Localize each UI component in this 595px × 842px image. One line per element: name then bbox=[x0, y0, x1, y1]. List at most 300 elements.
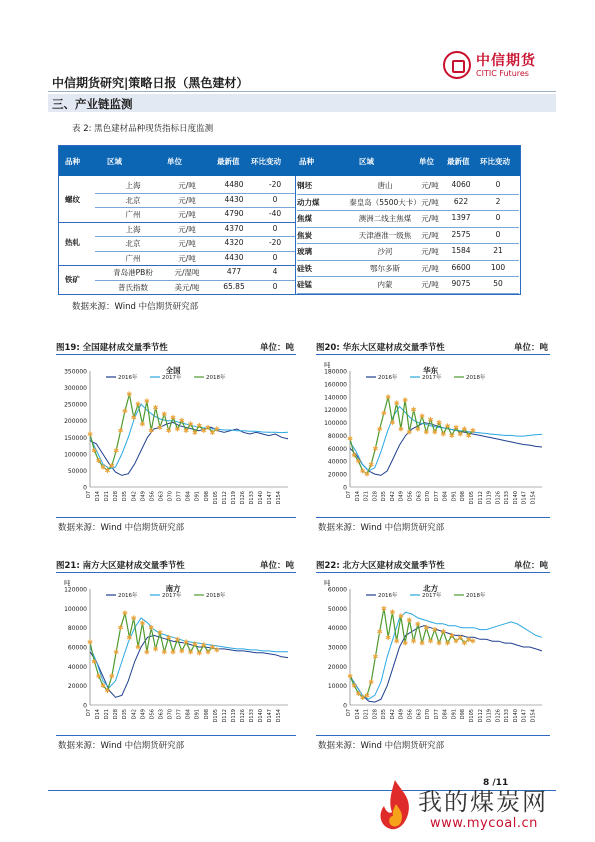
cell-latest-right: 1397 bbox=[451, 213, 471, 222]
cell-latest: 4480 bbox=[224, 180, 244, 189]
series-point-marker: ✱ bbox=[414, 620, 421, 629]
cell-change: -20 bbox=[268, 180, 282, 189]
chart-title: 南方 bbox=[165, 584, 181, 593]
cell-product-right: 玻璃 bbox=[297, 247, 312, 256]
row-divider bbox=[95, 251, 295, 252]
x-tick-label: D21 bbox=[363, 709, 370, 720]
cell-change-right: 2 bbox=[495, 196, 501, 206]
y-tick-label: 0 bbox=[83, 702, 87, 710]
series-point-marker: ✱ bbox=[385, 393, 392, 402]
series-point-marker: ✱ bbox=[192, 428, 198, 437]
series-point-marker: ✱ bbox=[351, 682, 358, 691]
x-tick-label: D21 bbox=[104, 491, 111, 502]
legend-label: 2016年 bbox=[378, 375, 398, 381]
x-tick-label: D112 bbox=[477, 491, 484, 505]
x-tick-label: D140 bbox=[258, 491, 265, 505]
x-tick-label: D119 bbox=[486, 491, 493, 505]
cell-unit: 元/吨 bbox=[178, 195, 196, 205]
series-point-marker: ✱ bbox=[359, 693, 366, 702]
series-point-marker: ✱ bbox=[161, 648, 168, 657]
watermark-url: www.mycoal.cn bbox=[430, 816, 538, 831]
y-tick-label: 10000 bbox=[327, 683, 347, 691]
series-point-marker: ✱ bbox=[196, 422, 203, 431]
logo-english-text: CITIC Futures bbox=[476, 69, 529, 78]
series-point-marker: ✱ bbox=[213, 425, 220, 434]
y-unit-label: 吨 bbox=[324, 361, 331, 369]
series-point-marker: ✱ bbox=[122, 609, 128, 618]
legend-label: 2018年 bbox=[466, 375, 486, 381]
x-tick-label: D84 bbox=[185, 491, 192, 502]
x-tick-label: D98 bbox=[460, 491, 467, 502]
figure-22-unit: 单位：吨 bbox=[513, 561, 548, 571]
x-tick-label: D35 bbox=[122, 709, 129, 720]
x-tick-label: D14 bbox=[354, 709, 361, 720]
series-point-marker: ✱ bbox=[165, 633, 172, 642]
series-point-marker: ✱ bbox=[126, 390, 133, 399]
series-point-marker: ✱ bbox=[170, 648, 177, 657]
series-point-marker: ✱ bbox=[397, 612, 404, 621]
y-tick-label: 0 bbox=[343, 484, 347, 492]
series-point-marker: ✱ bbox=[157, 423, 163, 432]
citic-futures-logo bbox=[443, 49, 563, 85]
x-tick-label: D154 bbox=[276, 709, 283, 723]
series-point-marker: ✱ bbox=[470, 426, 476, 435]
series-point-marker: ✱ bbox=[372, 653, 379, 662]
cell-latest-right: 2575 bbox=[451, 229, 471, 239]
cell-change: 0 bbox=[272, 252, 278, 262]
y-tick-label: 30000 bbox=[327, 644, 347, 652]
series-point-marker: ✱ bbox=[139, 420, 146, 429]
cell-product-right: 硅铁 bbox=[297, 263, 312, 273]
figure-20-label: 图20: 华东大区建材成交量季节性 bbox=[316, 343, 445, 353]
cell-unit-right: 元/吨 bbox=[421, 214, 439, 223]
y-tick-label: 100000 bbox=[324, 420, 347, 428]
spot-indicator-table bbox=[58, 145, 521, 295]
x-tick-label: D154 bbox=[530, 709, 537, 723]
row-divider-right bbox=[297, 210, 519, 211]
y-tick-label: 250000 bbox=[64, 401, 87, 409]
row-divider-right bbox=[297, 243, 519, 244]
series-point-marker: ✱ bbox=[393, 399, 400, 408]
legend-label: 2017年 bbox=[162, 375, 182, 381]
series-point-marker: ✱ bbox=[200, 641, 207, 650]
cell-product-right: 动力煤 bbox=[297, 197, 320, 207]
x-tick-label: D98 bbox=[460, 709, 467, 720]
cell-product: 螺纹 bbox=[65, 194, 80, 204]
y-tick-label: 60000 bbox=[327, 445, 347, 453]
y-tick-label: 140000 bbox=[324, 394, 347, 402]
x-tick-label: D126 bbox=[240, 491, 246, 505]
cell-region-right: 内蒙 bbox=[377, 280, 393, 289]
series-point-marker: ✱ bbox=[187, 420, 194, 429]
figure-21-divider bbox=[56, 735, 296, 736]
series-point-marker: ✱ bbox=[355, 689, 362, 698]
series-point-marker: ✱ bbox=[135, 400, 142, 409]
series-line-2017年 bbox=[350, 612, 542, 699]
series-point-marker: ✱ bbox=[117, 624, 124, 633]
x-tick-label: D84 bbox=[185, 709, 192, 720]
row-divider-right bbox=[297, 194, 519, 195]
y-tick-label: 80000 bbox=[67, 625, 87, 633]
y-tick-label: 60000 bbox=[327, 586, 347, 594]
table-source: 数据来源：Wind 中信期货研究部 bbox=[72, 302, 199, 312]
figure-22-label: 图22: 北方大区建材成交量季节性 bbox=[316, 561, 445, 571]
series-point-marker: ✱ bbox=[183, 638, 190, 647]
legend-label: 2018年 bbox=[466, 593, 486, 599]
y-unit-label: 吨 bbox=[64, 579, 71, 587]
cell-unit-right: 元/吨 bbox=[421, 280, 439, 289]
series-point-marker: ✱ bbox=[178, 417, 185, 426]
cell-region: 广州 bbox=[125, 253, 141, 263]
x-tick-label: D35 bbox=[381, 491, 388, 502]
cell-change: 0 bbox=[272, 223, 278, 233]
series-point-marker: ✱ bbox=[157, 629, 163, 637]
x-tick-label: D154 bbox=[276, 491, 283, 505]
x-tick-label: D105 bbox=[468, 709, 475, 723]
x-tick-label: D42 bbox=[131, 709, 138, 720]
y-tick-label: 50000 bbox=[67, 467, 87, 475]
chart-title: 华东 bbox=[423, 366, 439, 375]
series-point-marker: ✱ bbox=[376, 425, 383, 434]
cell-change-right: 21 bbox=[493, 246, 503, 255]
x-tick-label: D98 bbox=[203, 709, 210, 720]
y-tick-label: 50000 bbox=[327, 605, 347, 613]
x-tick-label: D126 bbox=[495, 709, 502, 723]
series-point-marker: ✱ bbox=[402, 639, 409, 648]
figure-21-label: 图21: 南方大区建材成交量季节性 bbox=[56, 561, 185, 571]
series-point-marker: ✱ bbox=[431, 428, 438, 437]
cell-unit-right: 元/吨 bbox=[421, 230, 439, 240]
series-point-marker: ✱ bbox=[389, 419, 396, 428]
series-point-marker: ✱ bbox=[397, 425, 404, 434]
x-tick-label: D63 bbox=[158, 491, 165, 502]
x-tick-label: D147 bbox=[521, 709, 528, 723]
figure-22-divider bbox=[316, 735, 550, 736]
cell-change: 0 bbox=[272, 194, 278, 204]
x-tick-label: D42 bbox=[389, 491, 396, 502]
series-point-marker: ✱ bbox=[440, 628, 447, 637]
header-divider bbox=[48, 91, 556, 92]
cell-latest: 4430 bbox=[224, 252, 244, 262]
figure-19-title-bar bbox=[56, 341, 296, 355]
x-tick-label: D42 bbox=[389, 709, 396, 720]
header-unit: 单位 bbox=[167, 157, 182, 166]
cell-region: 北京 bbox=[125, 195, 141, 205]
cell-region: 青岛港PB粉 bbox=[113, 268, 153, 277]
chart-title: 北方 bbox=[423, 584, 439, 593]
page-number: 8 /11 bbox=[483, 778, 509, 788]
x-tick-label: D49 bbox=[398, 709, 405, 720]
cell-region: 广州 bbox=[125, 210, 141, 219]
x-tick-label: D105 bbox=[212, 709, 219, 723]
chart-svg bbox=[316, 575, 550, 735]
cell-change-right: 50 bbox=[493, 279, 503, 288]
x-tick-label: D140 bbox=[512, 491, 519, 505]
x-tick-label: D77 bbox=[176, 491, 183, 502]
series-point-marker: ✱ bbox=[130, 614, 137, 623]
figure-19-divider bbox=[56, 517, 296, 518]
watermark bbox=[372, 776, 592, 838]
cell-unit: 元/吨 bbox=[178, 210, 196, 219]
y-tick-label: 20000 bbox=[67, 683, 87, 691]
x-tick-label: D112 bbox=[221, 491, 228, 505]
row-divider-right bbox=[297, 227, 519, 228]
cell-unit-right: 元/吨 bbox=[421, 197, 439, 207]
y-tick-label: 300000 bbox=[64, 385, 87, 393]
x-tick-label: D28 bbox=[372, 709, 379, 720]
series-point-marker: ✱ bbox=[174, 425, 181, 434]
x-tick-label: D21 bbox=[104, 709, 111, 720]
cell-latest-right: 4060 bbox=[451, 180, 471, 189]
cell-latest: 4370 bbox=[224, 223, 244, 233]
cell-unit: 元/吨 bbox=[178, 239, 196, 248]
cell-latest-right: 9075 bbox=[451, 279, 471, 288]
x-tick-label: D49 bbox=[140, 491, 147, 502]
group-divider bbox=[59, 222, 295, 223]
series-point-marker: ✱ bbox=[389, 608, 396, 617]
series-point-marker: ✱ bbox=[436, 419, 442, 428]
x-tick-label: D105 bbox=[468, 491, 475, 505]
cell-region-right: 秦皇岛（5500大卡） bbox=[349, 197, 421, 207]
report-title: 中信期货研究|策略日报（黑色建材） bbox=[52, 76, 249, 90]
series-point-marker: ✱ bbox=[351, 451, 358, 460]
x-tick-label: D63 bbox=[416, 491, 423, 502]
figure-19-source: 数据来源：Wind 中信期货研究部 bbox=[58, 523, 185, 533]
cell-region-right: 沙河 bbox=[377, 247, 393, 256]
series-point-marker: ✱ bbox=[355, 457, 362, 466]
y-tick-label: 150000 bbox=[64, 434, 87, 442]
series-point-marker: ✱ bbox=[135, 643, 142, 652]
cell-latest: 4790 bbox=[224, 209, 244, 218]
series-point-marker: ✱ bbox=[130, 413, 137, 422]
series-point-marker: ✱ bbox=[414, 425, 421, 434]
series-point-marker: ✱ bbox=[436, 639, 442, 648]
cell-product-right: 硅锰 bbox=[297, 280, 312, 289]
series-point-marker: ✱ bbox=[126, 633, 133, 642]
x-tick-label: D49 bbox=[398, 491, 405, 502]
legend-label: 2018年 bbox=[206, 593, 226, 599]
series-point-marker: ✱ bbox=[143, 648, 150, 657]
header-region-right: 区域 bbox=[359, 157, 374, 166]
header-latest: 最新值 bbox=[217, 157, 240, 166]
cell-change-right: 0 bbox=[495, 213, 501, 222]
x-tick-label: D112 bbox=[221, 709, 228, 723]
series-point-marker: ✱ bbox=[100, 682, 107, 691]
x-tick-label: D133 bbox=[249, 491, 256, 505]
cell-latest: 4430 bbox=[224, 194, 244, 204]
east-china-volume-chart bbox=[316, 357, 550, 517]
x-tick-label: D7 bbox=[86, 491, 92, 499]
flame-icon bbox=[372, 776, 418, 836]
section-title: 三、产业链监测 bbox=[52, 97, 133, 111]
series-point-marker: ✱ bbox=[419, 639, 426, 648]
series-point-marker: ✱ bbox=[359, 467, 366, 476]
figure-20-unit: 单位：吨 bbox=[513, 343, 548, 353]
series-point-marker: ✱ bbox=[143, 397, 150, 406]
series-point-marker: ✱ bbox=[174, 635, 181, 644]
x-tick-label: D154 bbox=[530, 491, 537, 505]
cell-product-right: 焦煤 bbox=[297, 214, 312, 223]
series-point-marker: ✱ bbox=[161, 410, 168, 419]
series-point-marker: ✱ bbox=[178, 647, 185, 656]
row-divider bbox=[95, 193, 295, 194]
cell-change: -20 bbox=[268, 238, 282, 247]
series-point-marker: ✱ bbox=[419, 412, 426, 421]
x-tick-label: D70 bbox=[425, 709, 432, 720]
x-tick-label: D98 bbox=[203, 491, 210, 502]
x-tick-label: D91 bbox=[451, 709, 458, 720]
x-tick-label: D140 bbox=[512, 709, 519, 723]
series-point-marker: ✱ bbox=[152, 403, 159, 412]
header-change-right: 环比变动 bbox=[480, 157, 510, 166]
x-tick-label: D28 bbox=[113, 491, 120, 502]
figure-19-label: 图19: 全国建材成交量季节性 bbox=[56, 343, 168, 353]
series-point-marker: ✱ bbox=[187, 648, 194, 657]
y-tick-label: 0 bbox=[83, 484, 87, 492]
series-point-marker: ✱ bbox=[95, 672, 102, 681]
x-tick-label: D28 bbox=[113, 709, 120, 720]
cell-latest-right: 622 bbox=[453, 196, 469, 206]
series-point-marker: ✱ bbox=[183, 427, 190, 436]
figure-21-source: 数据来源：Wind 中信期货研究部 bbox=[58, 741, 185, 751]
x-tick-label: D35 bbox=[122, 491, 129, 502]
y-unit-label: 吨 bbox=[324, 579, 331, 587]
cell-unit: 元/吨 bbox=[178, 253, 196, 263]
row-divider-right bbox=[297, 293, 519, 294]
series-point-marker: ✱ bbox=[165, 427, 172, 436]
figure-20-source: 数据来源：Wind 中信期货研究部 bbox=[318, 523, 445, 533]
x-tick-label: D91 bbox=[194, 709, 201, 720]
figure-22-title-bar bbox=[316, 559, 550, 573]
x-tick-label: D56 bbox=[149, 491, 156, 502]
series-point-marker: ✱ bbox=[431, 626, 438, 635]
figure-22-source: 数据来源：Wind 中信期货研究部 bbox=[318, 741, 445, 751]
row-divider bbox=[95, 236, 295, 237]
cell-change-right: 0 bbox=[495, 229, 501, 239]
series-point-marker: ✱ bbox=[465, 635, 472, 644]
cell-unit-right: 元/吨 bbox=[421, 247, 439, 256]
series-point-marker: ✱ bbox=[364, 470, 370, 479]
x-tick-label: D77 bbox=[433, 491, 440, 502]
x-tick-label: D147 bbox=[521, 491, 528, 505]
cell-product: 铁矿 bbox=[65, 274, 80, 284]
x-tick-label: D147 bbox=[267, 491, 274, 505]
series-point-marker: ✱ bbox=[453, 637, 459, 646]
y-tick-label: 100000 bbox=[64, 451, 87, 459]
x-tick-label: D49 bbox=[140, 709, 147, 720]
x-tick-label: D126 bbox=[240, 709, 246, 723]
y-tick-label: 100000 bbox=[64, 605, 87, 613]
cell-unit-right: 元/吨 bbox=[421, 263, 439, 273]
y-tick-label: 20000 bbox=[327, 663, 347, 671]
series-point-marker: ✱ bbox=[192, 640, 198, 649]
x-tick-label: D21 bbox=[363, 491, 370, 502]
series-point-marker: ✱ bbox=[91, 658, 98, 666]
row-divider bbox=[95, 280, 295, 281]
series-point-marker: ✱ bbox=[406, 428, 413, 437]
legend-label: 2017年 bbox=[422, 375, 442, 381]
y-tick-label: 40000 bbox=[327, 458, 347, 466]
series-point-marker: ✱ bbox=[148, 624, 155, 633]
x-tick-label: D119 bbox=[230, 491, 237, 505]
series-point-marker: ✱ bbox=[470, 637, 476, 646]
series-point-marker: ✱ bbox=[347, 435, 353, 444]
header-latest-right: 最新值 bbox=[447, 157, 470, 166]
series-point-marker: ✱ bbox=[87, 430, 93, 439]
header-unit-right: 单位 bbox=[419, 157, 434, 166]
legend-label: 2016年 bbox=[118, 593, 138, 599]
series-point-marker: ✱ bbox=[453, 424, 459, 433]
cell-change: 4 bbox=[272, 267, 278, 276]
cell-region-right: 鄂尔多斯 bbox=[370, 263, 400, 273]
x-tick-label: D35 bbox=[381, 709, 388, 720]
series-point-marker: ✱ bbox=[423, 428, 430, 437]
chart-svg bbox=[56, 575, 296, 735]
x-tick-label: D84 bbox=[442, 491, 449, 502]
series-point-marker: ✱ bbox=[402, 396, 409, 405]
north-volume-chart bbox=[316, 575, 550, 735]
x-tick-label: D133 bbox=[504, 491, 511, 505]
series-point-marker: ✱ bbox=[209, 428, 216, 437]
series-point-marker: ✱ bbox=[205, 423, 212, 432]
x-tick-label: D7 bbox=[86, 709, 92, 717]
series-point-marker: ✱ bbox=[440, 430, 447, 439]
cell-region-right: 唐山 bbox=[377, 181, 393, 190]
x-tick-label: D70 bbox=[167, 491, 174, 502]
y-tick-label: 60000 bbox=[67, 644, 87, 652]
chart-svg bbox=[56, 357, 296, 517]
series-point-marker: ✱ bbox=[104, 466, 111, 475]
series-point-marker: ✱ bbox=[152, 645, 159, 654]
cell-region: 北京 bbox=[125, 239, 141, 248]
cell-latest: 477 bbox=[226, 267, 242, 276]
cell-region: 上海 bbox=[125, 224, 141, 234]
y-tick-label: 80000 bbox=[327, 432, 347, 440]
series-point-marker: ✱ bbox=[148, 427, 155, 436]
x-tick-label: D119 bbox=[486, 709, 493, 723]
table-header-row bbox=[59, 146, 520, 176]
section-heading-bar bbox=[48, 94, 556, 112]
header-product: 品种 bbox=[65, 157, 80, 166]
x-tick-label: D14 bbox=[95, 491, 102, 502]
y-tick-label: 120000 bbox=[64, 586, 87, 594]
series-point-marker: ✱ bbox=[406, 616, 413, 625]
series-point-marker: ✱ bbox=[368, 678, 375, 687]
cell-region-right: 澳洲二线主焦煤 bbox=[358, 214, 412, 223]
series-point-marker: ✱ bbox=[205, 648, 212, 657]
center-divider bbox=[295, 176, 296, 294]
y-tick-label: 350000 bbox=[64, 368, 87, 376]
legend-label: 2018年 bbox=[206, 375, 226, 381]
cell-unit: 元/湿吨 bbox=[174, 268, 200, 277]
series-point-marker: ✱ bbox=[113, 447, 120, 456]
cell-latest: 65.85 bbox=[223, 281, 245, 291]
group-divider bbox=[59, 294, 295, 295]
cell-change: -40 bbox=[268, 209, 282, 218]
chart-svg bbox=[316, 357, 550, 517]
series-point-marker: ✱ bbox=[91, 447, 98, 456]
x-tick-label: D91 bbox=[451, 491, 458, 502]
cell-change: 0 bbox=[272, 281, 278, 291]
series-point-marker: ✱ bbox=[100, 463, 107, 472]
series-point-marker: ✱ bbox=[213, 646, 220, 655]
y-tick-label: 20000 bbox=[327, 471, 347, 479]
series-point-marker: ✱ bbox=[380, 604, 387, 613]
x-tick-label: D112 bbox=[477, 709, 484, 723]
y-tick-label: 160000 bbox=[324, 381, 347, 389]
series-point-marker: ✱ bbox=[461, 639, 468, 648]
x-tick-label: D84 bbox=[442, 709, 449, 720]
